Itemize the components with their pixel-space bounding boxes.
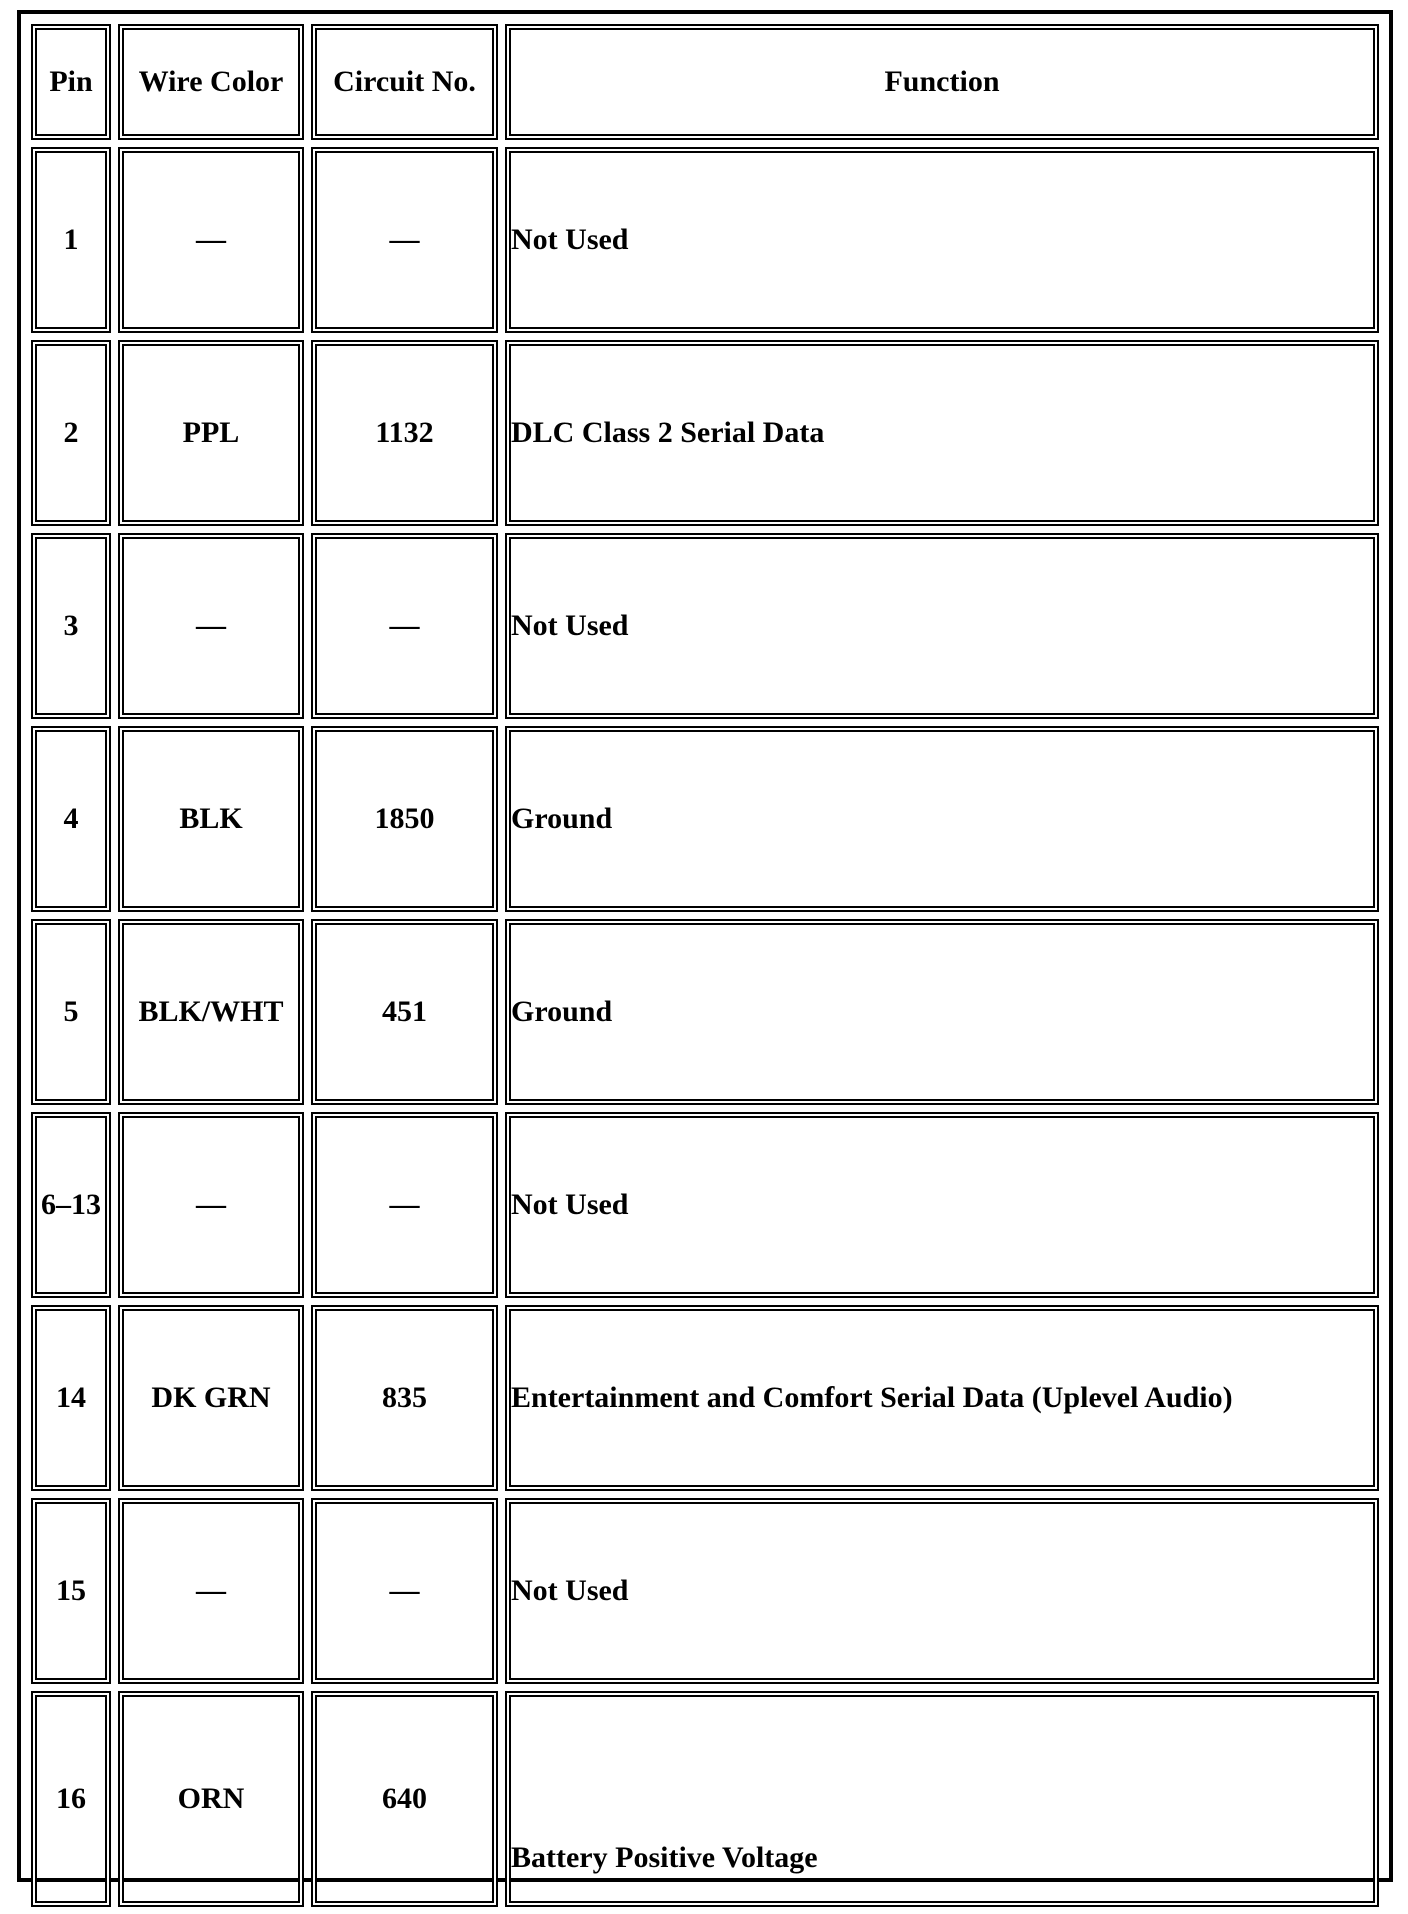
pin-cell: 2 [31, 340, 111, 526]
circuit-no-cell: — [311, 1112, 498, 1298]
table-row [31, 147, 1379, 333]
table-row [31, 726, 1379, 912]
function-cell: Not Used [505, 1112, 1379, 1298]
pin-cell: 4 [31, 726, 111, 912]
function-cell: Not Used [505, 533, 1379, 719]
connector-pinout-table-frame [17, 10, 1393, 1882]
pin-cell: 15 [31, 1498, 111, 1684]
pin-cell: 6–13 [31, 1112, 111, 1298]
table-row [31, 1305, 1379, 1491]
wire-color-cell: BLK/WHT [118, 919, 304, 1105]
wire-color-cell: DK GRN [118, 1305, 304, 1491]
pin-cell: 1 [31, 147, 111, 333]
table-row [31, 340, 1379, 526]
function-cell: Ground [505, 726, 1379, 912]
circuit-no-cell: 640 [311, 1691, 498, 1907]
circuit-no-cell: — [311, 147, 498, 333]
circuit-no-cell: 835 [311, 1305, 498, 1491]
pin-cell: 14 [31, 1305, 111, 1491]
circuit-no-cell: 451 [311, 919, 498, 1105]
table-row [31, 533, 1379, 719]
wire-color-cell: — [118, 147, 304, 333]
circuit-no-cell: — [311, 533, 498, 719]
function-cell: DLC Class 2 Serial Data [505, 340, 1379, 526]
wire-color-cell: — [118, 1498, 304, 1684]
function-cell: Entertainment and Comfort Serial Data (Uplevel Audio) [505, 1305, 1379, 1491]
function-cell: Battery Positive Voltage [505, 1691, 1379, 1907]
wire-color-cell: PPL [118, 340, 304, 526]
circuit-no-cell: 1132 [311, 340, 498, 526]
circuit-no-cell: 1850 [311, 726, 498, 912]
header-pin: Pin [31, 24, 111, 140]
function-cell: Ground [505, 919, 1379, 1105]
wire-color-cell: ORN [118, 1691, 304, 1907]
wire-color-cell: BLK [118, 726, 304, 912]
header-function: Function [505, 24, 1379, 140]
pin-cell: 16 [31, 1691, 111, 1907]
pin-cell: 3 [31, 533, 111, 719]
connector-pinout-table [24, 17, 1386, 1914]
table-row [31, 1691, 1379, 1907]
circuit-no-cell: — [311, 1498, 498, 1684]
pin-cell: 5 [31, 919, 111, 1105]
header-row [31, 24, 1379, 140]
header-wire-color: Wire Color [118, 24, 304, 140]
function-cell: Not Used [505, 1498, 1379, 1684]
table-row [31, 1498, 1379, 1684]
table-row [31, 1112, 1379, 1298]
wire-color-cell: — [118, 1112, 304, 1298]
header-circuit-no: Circuit No. [311, 24, 498, 140]
table-row [31, 919, 1379, 1105]
function-cell: Not Used [505, 147, 1379, 333]
wire-color-cell: — [118, 533, 304, 719]
